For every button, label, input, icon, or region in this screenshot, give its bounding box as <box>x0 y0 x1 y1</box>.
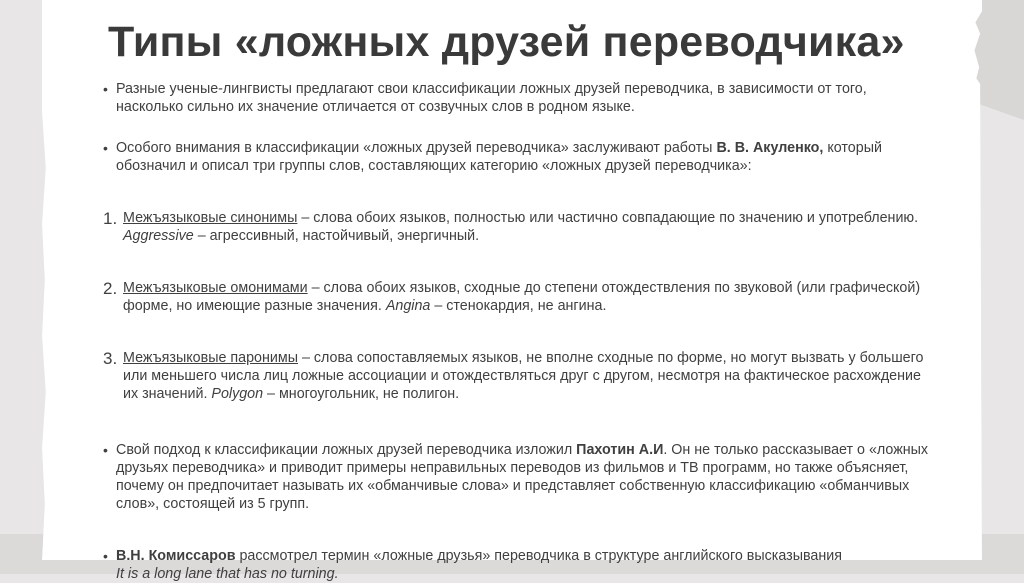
example-translation: – многоугольник, не полигон. <box>263 386 460 402</box>
bullet-marker: • <box>103 548 108 564</box>
numbered-item <box>103 349 933 403</box>
bullet-text: Разные ученые-лингвисты предлагают свои классификации ложных друзей переводчика, в зависимости от того, насколько сильно их значение отличается от созвучных слов в родном языке. <box>116 81 867 115</box>
example-sentence: It is a long lane that has no turning. <box>116 566 339 582</box>
numbered-item <box>103 209 933 245</box>
numbered-text <box>123 349 933 403</box>
term: Межъязыковые паронимы <box>123 350 298 366</box>
example-translation: – агрессивный, настойчивый, энергичный. <box>193 228 480 244</box>
item-number: 3. <box>103 349 118 368</box>
slide-title: Типы «ложных друзей переводчика» <box>108 18 905 66</box>
author-name: В. В. Акуленко, <box>716 140 824 156</box>
term: Межъязыковые синонимы <box>123 210 298 226</box>
item-number: 1. <box>103 209 118 228</box>
text-run: . Он не только рассказывает о «ложных друзьях переводчика» и приводит примеры неправильных переводов из фильмов и ТВ программ, но также объясняет, почему он предпочитает называть их «обманчивые слова» и представляет собственную классификацию «обманчивых слов», состоящей из 5 групп. <box>116 442 929 512</box>
numbered-text <box>123 209 933 245</box>
author-name: Пахотин А.И <box>576 442 664 458</box>
numbered-item <box>103 279 933 315</box>
example-translation: – стенокардия, не ангина. <box>430 298 607 314</box>
bullet-text <box>116 441 933 513</box>
bullet-item <box>103 139 933 175</box>
bullet-text <box>116 139 933 175</box>
numbered-text <box>123 279 933 315</box>
slide-content <box>103 80 933 583</box>
bullet-marker: • <box>103 81 108 97</box>
term-description: – слова сопоставляемых языков, не вполне сходные по форме, но могут вызвать у большего или меньшего числа лиц ложные ассоциации и отождествляться друг с другом, несмотря на фактическое расхождение их значений. <box>123 350 924 402</box>
term-description: – слова обоих языков, сходные до степени отождествления по звуковой (или графической) форме, но имеющие разные значения. <box>123 280 921 314</box>
term-description: – слова обоих языков, полностью или частично совпадающие по значению и употреблению. <box>297 210 919 226</box>
example-word: Aggressive <box>123 228 194 244</box>
bullet-item <box>103 80 933 116</box>
term: Межъязыковые омонимами <box>123 280 308 296</box>
text-run: Свой подход к классификации ложных друзей переводчика изложил <box>116 442 577 458</box>
text-run: рассмотрел термин «ложные друзья» переводчика в структуре английского высказывания <box>235 548 843 564</box>
bullet-marker: • <box>103 442 108 458</box>
bullet-item <box>103 441 933 513</box>
author-name: В.Н. Комиссаров <box>116 548 236 564</box>
example-word: Angina <box>385 298 431 314</box>
item-number: 2. <box>103 279 118 298</box>
text-run: Особого внимания в классификации «ложных друзей переводчика» заслуживают работы <box>116 140 717 156</box>
bullet-item <box>103 547 933 583</box>
bullet-text <box>116 547 933 583</box>
bullet-marker: • <box>103 140 108 156</box>
text-run: который обозначил и описал три группы слов, составляющих категорию «ложных друзей переводчика»: <box>116 140 882 174</box>
example-word: Polygon <box>211 386 264 402</box>
